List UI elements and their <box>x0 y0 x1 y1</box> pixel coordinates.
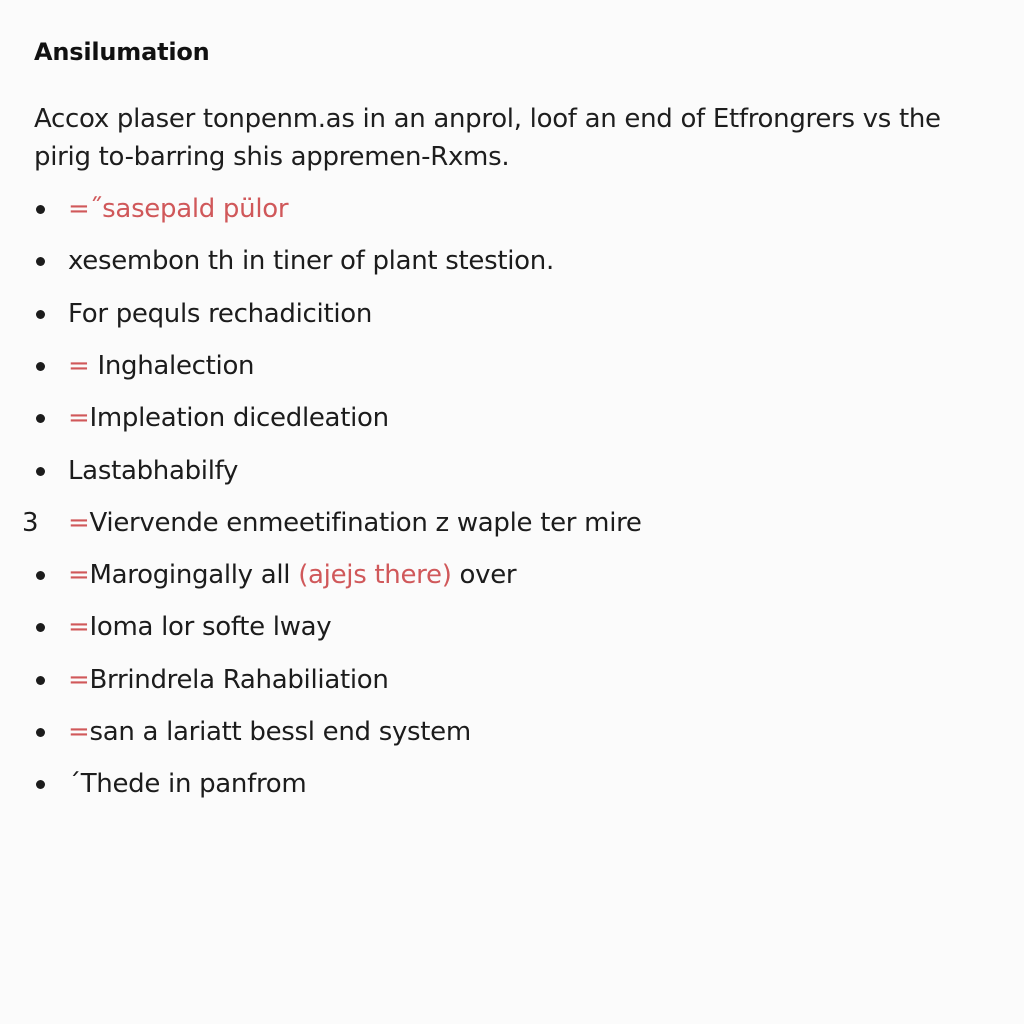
list-item-text <box>68 346 254 386</box>
list-item-prefix: = <box>68 508 90 538</box>
list-item-text <box>68 712 471 752</box>
list-item <box>0 555 1000 595</box>
list-item-text <box>68 294 372 334</box>
list-item-text <box>68 189 288 229</box>
list-item-text <box>68 241 554 281</box>
list-item-prefix: = <box>68 403 90 433</box>
list-item-prefix: = <box>68 351 98 381</box>
list-item <box>0 189 1000 229</box>
list-item <box>0 607 1000 647</box>
list-item <box>0 660 1000 700</box>
intro-paragraph <box>34 100 994 176</box>
list-item-prefix: = <box>68 612 90 642</box>
list-item-main-text: Viervende enmeetifination z waple ter mire <box>89 508 642 538</box>
list-item-main-text: xesembon th in tiner of plant stestion. <box>68 246 554 276</box>
list-item-main-text: ´Thede in panfrom <box>68 769 307 799</box>
list-item-text <box>68 451 238 491</box>
list-item-main-text: Brrindrela Rahabiliation <box>89 665 389 695</box>
list-item-trailing-text: over <box>451 560 517 590</box>
list-item <box>0 503 1000 543</box>
list-item <box>0 764 1000 804</box>
list-item-prefix: = <box>68 717 90 747</box>
list-item-prefix: = <box>68 665 90 695</box>
list-item-text <box>68 764 306 804</box>
list-item-main-text: Lastabhabilfy <box>68 456 239 486</box>
list-item-prefix: = <box>68 560 90 590</box>
list-item-text <box>68 607 331 647</box>
list-item <box>0 294 1000 334</box>
list-number-marker: 3 <box>22 508 39 538</box>
list-item-highlight: (ajejs there) <box>298 560 452 590</box>
list-item-main-text: Ioma lor softe lway <box>89 612 332 642</box>
list-item-text <box>68 398 389 438</box>
intro-line-1: Accox plaser tonpenm.as in an anprol, loof an end of Etfrongrers vs the <box>34 104 941 134</box>
list-item-prefix: =˝sasepald pülor <box>68 194 289 224</box>
list-item <box>0 346 1000 386</box>
list-item <box>0 398 1000 438</box>
document-title: Ansilumation <box>34 38 210 66</box>
list-item <box>0 712 1000 752</box>
list-item-text <box>68 555 516 595</box>
list-item-main-text: Marogingally all <box>89 560 299 590</box>
list-item-text <box>68 660 389 700</box>
list-item <box>0 451 1000 491</box>
list-item-main-text: Inghalection <box>97 351 255 381</box>
list-item <box>0 241 1000 281</box>
list-item-main-text: For pequls rechadicition <box>68 299 373 329</box>
intro-line-2: pirig to-barring shis appremen-Rxms. <box>34 142 510 172</box>
list-item-main-text: Impleation dicedleation <box>89 403 389 433</box>
list-item-main-text: san a lariatt bessl end system <box>89 717 471 747</box>
list-item-text <box>68 503 642 543</box>
